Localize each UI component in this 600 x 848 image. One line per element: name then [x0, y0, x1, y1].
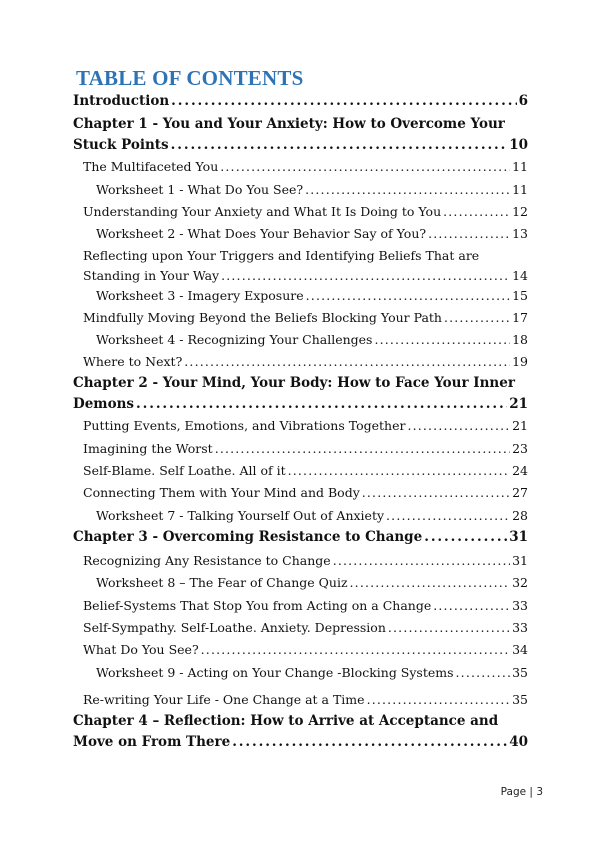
toc-dot-leader [184, 354, 510, 369]
toc-dot-leader [362, 485, 510, 500]
toc-dot-leader [232, 734, 507, 750]
toc-entry-title: Introduction [73, 93, 170, 109]
toc-entry-title: What Do You See? [83, 642, 199, 657]
toc-entry-title: Belief-Systems That Stop You from Acting on a Change [83, 598, 432, 613]
toc-entry-title: Self-Sympathy. Self-Loathe. Anxiety. Depression [83, 620, 386, 635]
toc-page-number: 33 [512, 598, 528, 613]
toc-dot-leader [456, 665, 511, 680]
toc-dot-leader [171, 137, 508, 153]
toc-entry-title: Reflecting upon Your Triggers and Identifying Beliefs That are [83, 248, 480, 263]
toc-page-number: 21 [512, 418, 528, 433]
toc-entry-title: Where to Next? [83, 354, 183, 369]
toc-page-number: 17 [512, 310, 528, 325]
toc-page-number: 18 [512, 332, 528, 347]
toc-dot-leader [306, 288, 510, 303]
page-footer [501, 786, 543, 798]
toc-entry-title: Imagining the Worst [83, 441, 213, 456]
toc-entry-title: Worksheet 2 - What Does Your Behavior Say of You? [96, 226, 427, 241]
toc-dot-leader [333, 553, 510, 568]
toc-page-number: 31 [512, 553, 528, 568]
toc-entry-title: Putting Events, Emotions, and Vibrations Together [83, 418, 406, 433]
toc-dot-leader [288, 463, 510, 478]
toc-entry-title: Standing in Your Way [83, 268, 220, 283]
toc-page-number: 12 [512, 204, 528, 219]
toc-page-number: 35 [512, 692, 528, 707]
toc-entry-title: Chapter 4 – Reflection: How to Arrive at Acceptance and [73, 713, 499, 729]
toc-dot-leader [221, 268, 510, 283]
toc-dot-leader [215, 441, 510, 456]
toc-page-number: 11 [512, 159, 528, 174]
toc-page-number: 32 [512, 575, 528, 590]
page-label: Page [500, 786, 527, 798]
toc-entry-title: Connecting Them with Your Mind and Body [83, 485, 360, 500]
toc-dot-leader [367, 692, 511, 707]
toc-dot-leader [136, 396, 507, 412]
toc-entry-title: Worksheet 3 - Imagery Exposure [96, 288, 304, 303]
toc-page-number: 40 [509, 734, 528, 750]
page-number: 3 [536, 786, 543, 798]
toc-entry-title: Mindfully Moving Beyond the Beliefs Blocking Your Path [83, 310, 442, 325]
toc-entry-title: Chapter 1 - You and Your Anxiety: How to Overcome Your [73, 116, 505, 132]
toc-page-number: 21 [509, 396, 528, 412]
toc-dot-leader [350, 575, 511, 590]
toc-page-number: 28 [512, 508, 528, 523]
toc-page-number: 34 [512, 642, 528, 657]
toc-entry-title: Demons [73, 396, 135, 412]
toc-page-number: 10 [509, 137, 528, 153]
toc-dot-leader [443, 204, 510, 219]
toc-dot-leader [433, 598, 510, 613]
toc-page-number: 11 [512, 182, 528, 197]
toc-entry-title: Worksheet 7 - Talking Yourself Out of Anxiety [96, 508, 385, 523]
toc-entry-title: Worksheet 4 - Recognizing Your Challenges [96, 332, 373, 347]
toc-dot-leader [171, 93, 516, 109]
toc-entry-title: Worksheet 1 - What Do You See? [96, 182, 304, 197]
toc-dot-leader [201, 642, 510, 657]
toc-page-number: 6 [518, 93, 528, 109]
toc-entry-title: Chapter 2 - Your Mind, Your Body: How to Face Your Inner [73, 375, 515, 391]
toc-page-number: 19 [512, 354, 528, 369]
toc-dot-leader [444, 310, 510, 325]
toc-entry-title: Move on From There [73, 734, 231, 750]
toc-dot-leader [407, 418, 510, 433]
toc-page-number: 15 [512, 288, 528, 303]
toc-dot-leader [388, 620, 510, 635]
toc-page-number: 13 [512, 226, 528, 241]
toc-dot-leader [374, 332, 510, 347]
toc-dot-leader [386, 508, 510, 523]
toc-page-number: 24 [512, 463, 528, 478]
toc-entry-title: Self-Blame. Self Loathe. All of it [83, 463, 286, 478]
toc-page-number: 23 [512, 441, 528, 456]
toc-dot-leader [305, 182, 510, 197]
toc-dot-leader [428, 226, 510, 241]
toc-entry-title: Understanding Your Anxiety and What It Is Doing to You [83, 204, 442, 219]
toc-page-number: 31 [509, 529, 528, 545]
toc-page-number: 33 [512, 620, 528, 635]
toc-entry-title: The Multifaceted You [83, 159, 219, 174]
toc-dot-leader [424, 529, 507, 545]
page-separator: | [529, 786, 533, 798]
toc-entry-title: Re-writing Your Life - One Change at a Time [83, 692, 365, 707]
toc-entry-title: Worksheet 8 – The Fear of Change Quiz [96, 575, 348, 590]
toc-title: TABLE OF CONTENTS [76, 66, 304, 90]
toc-page-number: 27 [512, 485, 528, 500]
toc-entry-title: Chapter 3 - Overcoming Resistance to Change [73, 529, 423, 545]
toc-page-number: 35 [512, 665, 528, 680]
toc-entry-title: Worksheet 9 - Acting on Your Change -Blocking Systems [96, 665, 454, 680]
toc-page-number: 14 [512, 268, 528, 283]
toc-dot-leader [220, 159, 510, 174]
toc-entry-title: Recognizing Any Resistance to Change [83, 553, 331, 568]
toc-entry-title: Stuck Points [73, 137, 169, 153]
